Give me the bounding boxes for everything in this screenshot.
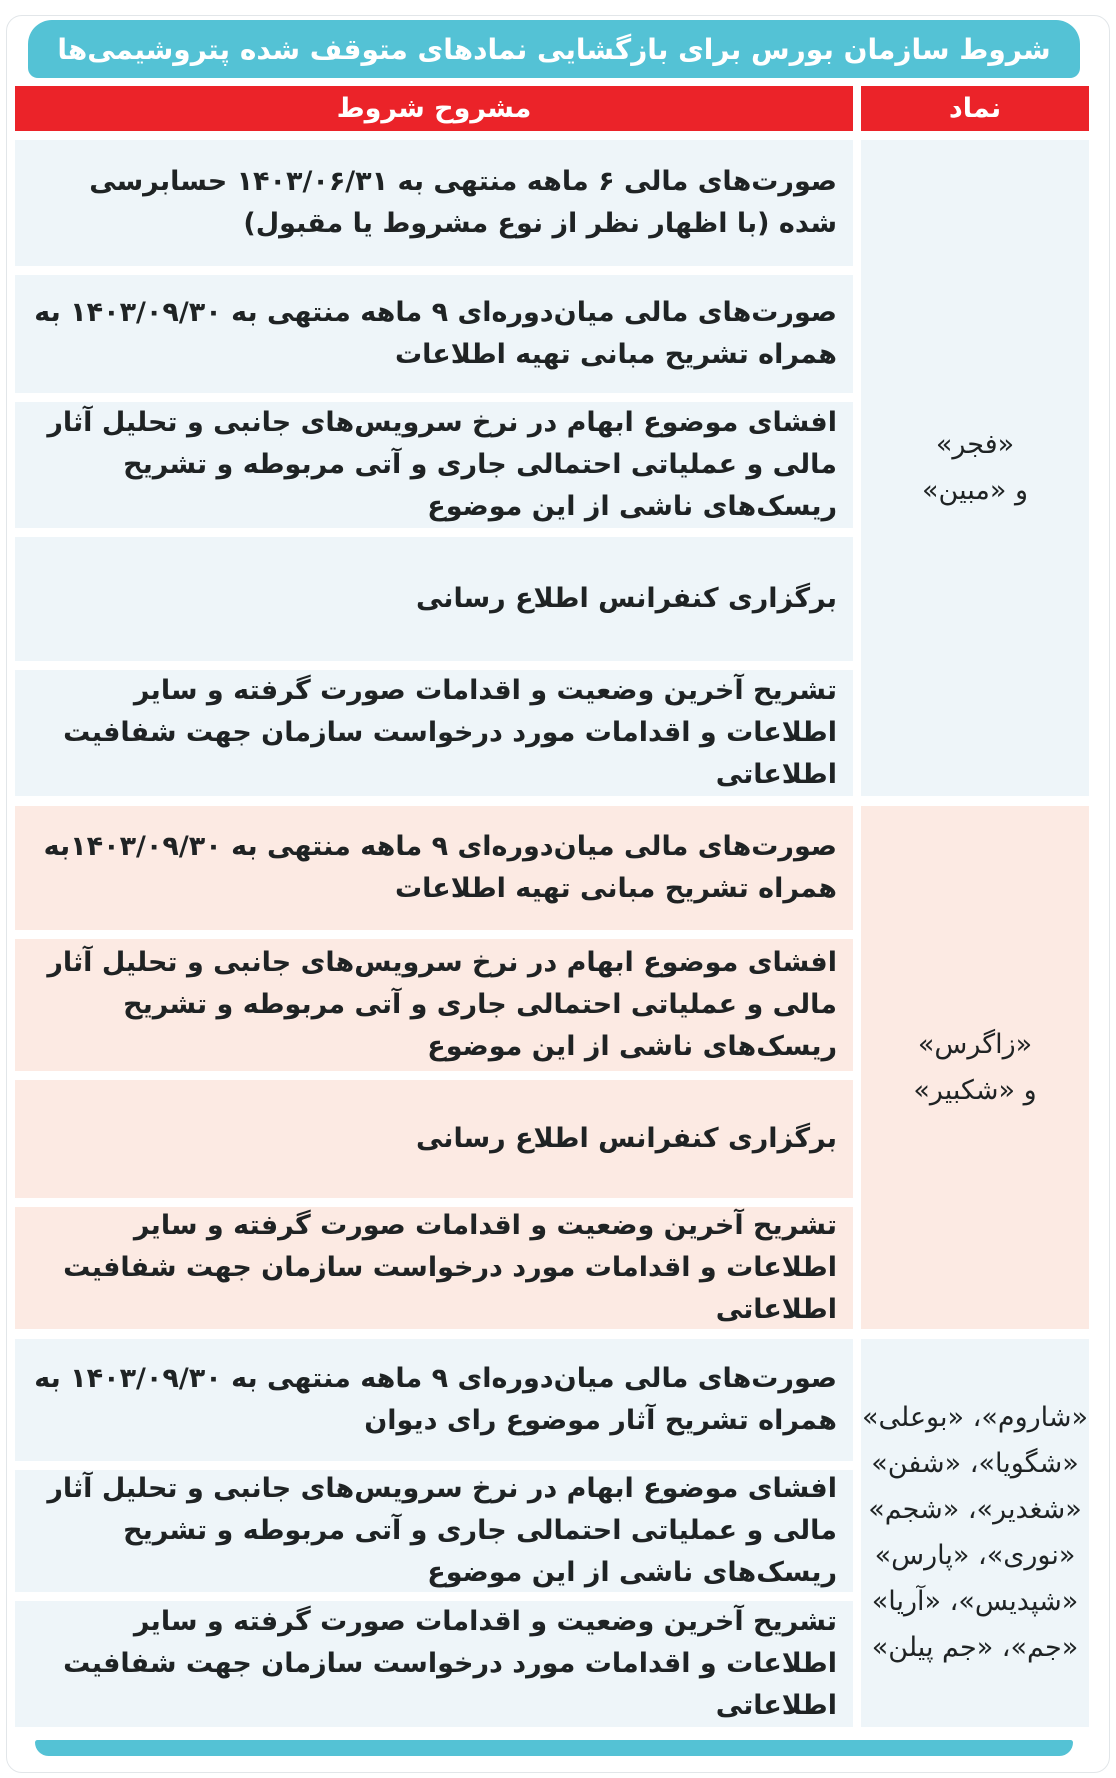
- conditions-stack: [15, 140, 853, 796]
- condition-cell: [15, 275, 853, 393]
- condition-text: صورت‌های مالی میان‌دوره‌ای ۹ ماهه منتهی به ۱۴۰۳/۰۹/۳۰ به همراه تشریح مبانی تهیه اطلاعات: [34, 297, 837, 370]
- condition-cell: [15, 1080, 853, 1198]
- condition-cell: [15, 402, 853, 528]
- condition-cell: [15, 140, 853, 266]
- table-group-zagros-shekabir: [15, 806, 1089, 1329]
- condition-cell: [15, 1601, 853, 1727]
- condition-cell: [15, 806, 853, 930]
- table-group-other-symbols: [15, 1339, 1089, 1727]
- condition-text: برگزاری کنفرانس اطلاع رسانی: [415, 583, 837, 614]
- symbol-cell: [861, 1339, 1089, 1727]
- symbol-line: و «شکبیر»: [913, 1074, 1037, 1106]
- header-symbol-column: نماد: [861, 86, 1089, 131]
- condition-text: افشای موضوع ابهام در نرخ سرویس‌های جانبی و تحلیل آثار مالی و عملیاتی احتمالی جاری و آتی مربوطه و تشریح ریسک‌های ناشی از این موضوع: [47, 947, 837, 1062]
- footer-bar: [35, 1740, 1073, 1756]
- condition-cell: [15, 670, 853, 796]
- symbol-cell: [861, 806, 1089, 1329]
- symbol-line: «جم»، «جم پیلن»: [871, 1632, 1079, 1663]
- condition-text: تشریح آخرین وضعیت و اقدامات صورت گرفته و سایر اطلاعات و اقدامات مورد درخواست سازمان جهت شفافیت اطلاعاتی: [63, 1210, 837, 1325]
- page-title: شروط سازمان بورس برای بازگشایی نمادهای متوقف شده پتروشیمی‌ها: [57, 32, 1051, 66]
- condition-text: برگزاری کنفرانس اطلاع رسانی: [415, 1123, 837, 1154]
- table-header-row: [15, 86, 1089, 131]
- condition-cell: [15, 939, 853, 1071]
- condition-text: تشریح آخرین وضعیت و اقدامات صورت گرفته و سایر اطلاعات و اقدامات مورد درخواست سازمان جهت شفافیت اطلاعاتی: [63, 1606, 837, 1721]
- condition-cell: [15, 1470, 853, 1592]
- symbol-line: «شگویا»، «شفن»: [871, 1448, 1079, 1479]
- condition-text: صورت‌های مالی میان‌دوره‌ای ۹ ماهه منتهی به ۱۴۰۳/۰۹/۳۰ به همراه تشریح آثار موضوع رای دیوان: [34, 1363, 837, 1436]
- table-group-fajr-mobin: [15, 140, 1089, 796]
- conditions-table: [15, 86, 1089, 1727]
- conditions-stack: [15, 1339, 853, 1727]
- condition-cell: [15, 1207, 853, 1329]
- condition-cell: [15, 537, 853, 661]
- symbol-line: «فجر»: [935, 429, 1015, 460]
- condition-text: افشای موضوع ابهام در نرخ سرویس‌های جانبی و تحلیل آثار مالی و عملیاتی احتمالی جاری و آتی مربوطه و تشریح ریسک‌های ناشی از این موضوع: [47, 407, 837, 522]
- condition-text: افشای موضوع ابهام در نرخ سرویس‌های جانبی و تحلیل آثار مالی و عملیاتی احتمالی جاری و آتی مربوطه و تشریح ریسک‌های ناشی از این موضوع: [47, 1473, 837, 1588]
- condition-cell: [15, 1339, 853, 1461]
- header-conditions-column: مشروح شروط: [15, 86, 853, 131]
- condition-text: صورت‌های مالی میان‌دوره‌ای ۹ ماهه منتهی به ۱۴۰۳/۰۹/۳۰به همراه تشریح مبانی تهیه اطلاعات: [43, 831, 837, 904]
- condition-text: صورت‌های مالی ۶ ماهه منتهی به ۱۴۰۳/۰۶/۳۱ حسابرسی شده (با اظهار نظر از نوع مشروط یا مقبول): [89, 166, 837, 239]
- symbol-line: «شاروم»، «بوعلی»: [861, 1402, 1089, 1433]
- symbol-line: «شغدیر»، «شجم»: [868, 1494, 1082, 1525]
- symbol-line: «نوری»، «پارس»: [874, 1540, 1076, 1571]
- condition-text: تشریح آخرین وضعیت و اقدامات صورت گرفته و سایر اطلاعات و اقدامات مورد درخواست سازمان جهت شفافیت اطلاعاتی: [63, 675, 837, 790]
- symbol-line: و «مبین»: [922, 475, 1028, 506]
- symbol-cell: [861, 140, 1089, 796]
- symbol-line: «شپدیس»، «آریا»: [871, 1586, 1079, 1617]
- symbol-line: «زاگرس»: [917, 1028, 1033, 1060]
- title-bar: [28, 20, 1080, 78]
- conditions-stack: [15, 806, 853, 1329]
